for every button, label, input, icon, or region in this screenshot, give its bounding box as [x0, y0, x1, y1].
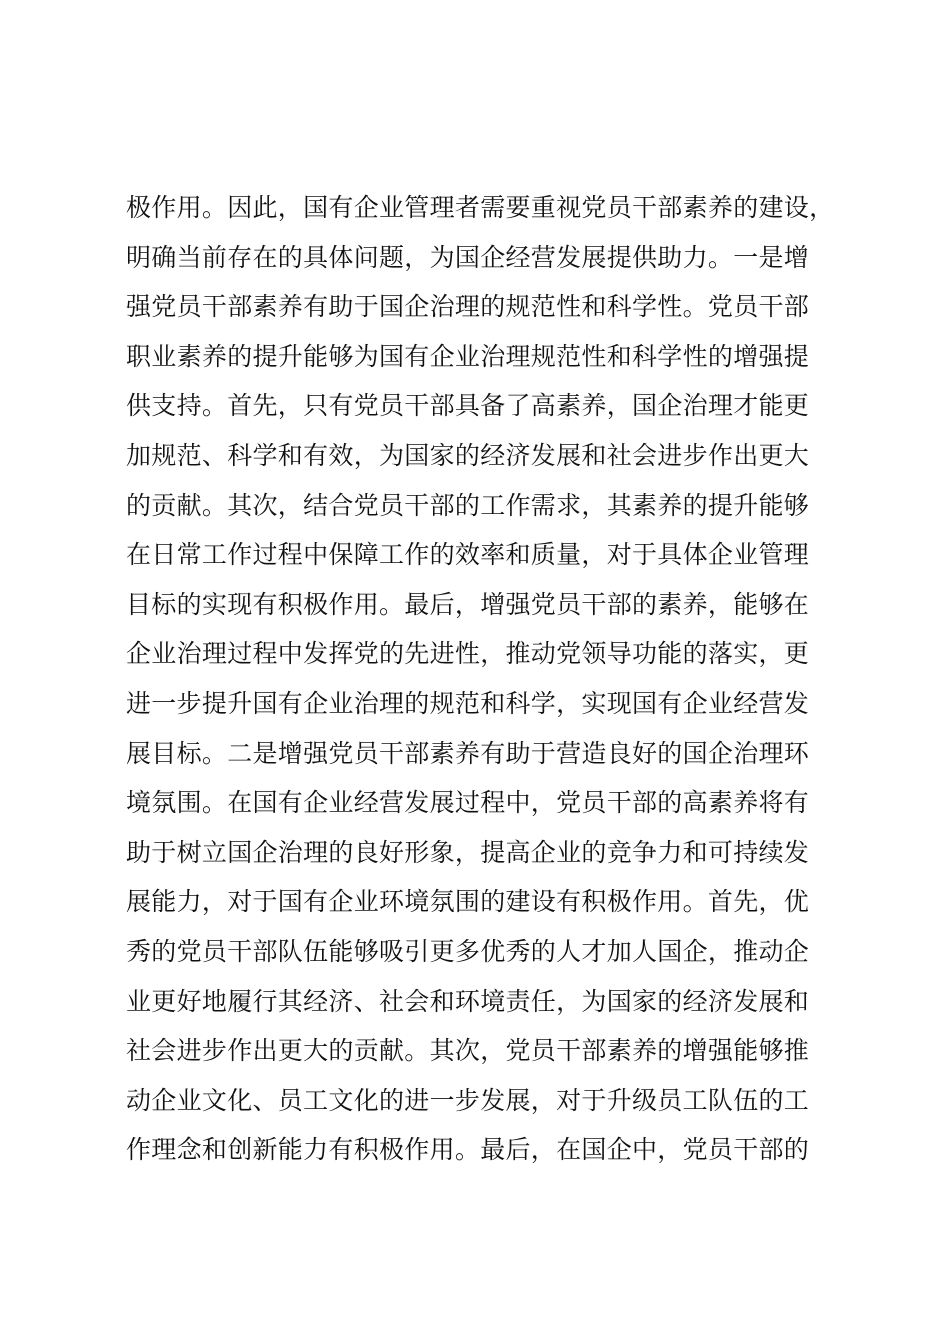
text-line: 业更好地履行其经济、社会和环境责任，为国家的经济发展和: [126, 986, 810, 1016]
text-line: 进一步提升国有企业治理的规范和科学，实现国有企业经营发: [126, 688, 810, 718]
text-line: 供支持。首先，只有党员干部具备了高素养，国企治理才能更: [126, 391, 810, 421]
text-line: 目标的实现有积极作用。最后，增强党员干部的素养，能够在: [126, 589, 810, 619]
text-line: 展能力，对于国有企业环境氛围的建设有积极作用。首先，优: [126, 887, 810, 917]
text-line: 助于树立国企治理的良好形象，提高企业的竞争力和可持续发: [126, 837, 810, 867]
text-line: 动企业文化、员工文化的进一步发展，对于升级员工队伍的工: [126, 1085, 810, 1115]
text-line: 境氛围。在国有企业经营发展过程中，党员干部的高素养将有: [126, 788, 810, 818]
text-line: 在日常工作过程中保障工作的效率和质量，对于具体企业管理: [126, 540, 810, 570]
text-line: 加规范、科学和有效，为国家的经济发展和社会进步作出更大: [126, 440, 810, 470]
text-line: 强党员干部素养有助于国企治理的规范性和科学性。党员干部: [126, 292, 810, 322]
text-line: 极作用。因此，国有企业管理者需要重视党员干部素养的建设，: [126, 193, 835, 222]
text-line: 展目标。二是增强党员干部素养有助于营造良好的国企治理环: [126, 738, 810, 768]
body-paragraph: [126, 183, 846, 1175]
text-line: 秀的党员干部队伍能够吸引更多优秀的人才加人国企，推动企: [126, 936, 810, 966]
text-line: 明确当前存在的具体问题，为国企经营发展提供助力。一是增: [126, 242, 810, 272]
text-line: 社会进步作出更大的贡献。其次，党员干部素养的增强能够推: [126, 1036, 810, 1066]
text-line: 的贡献。其次，结合党员干部的工作需求，其素养的提升能够: [126, 490, 810, 520]
text-line: 职业素养的提升能够为国有企业治理规范性和科学性的增强提: [126, 341, 810, 371]
text-line: 企业治理过程中发挥党的先进性，推动党领导功能的落实，更: [126, 639, 810, 669]
text-line: 作理念和创新能力有积极作用。最后，在国企中，党员干部的: [126, 1135, 810, 1165]
